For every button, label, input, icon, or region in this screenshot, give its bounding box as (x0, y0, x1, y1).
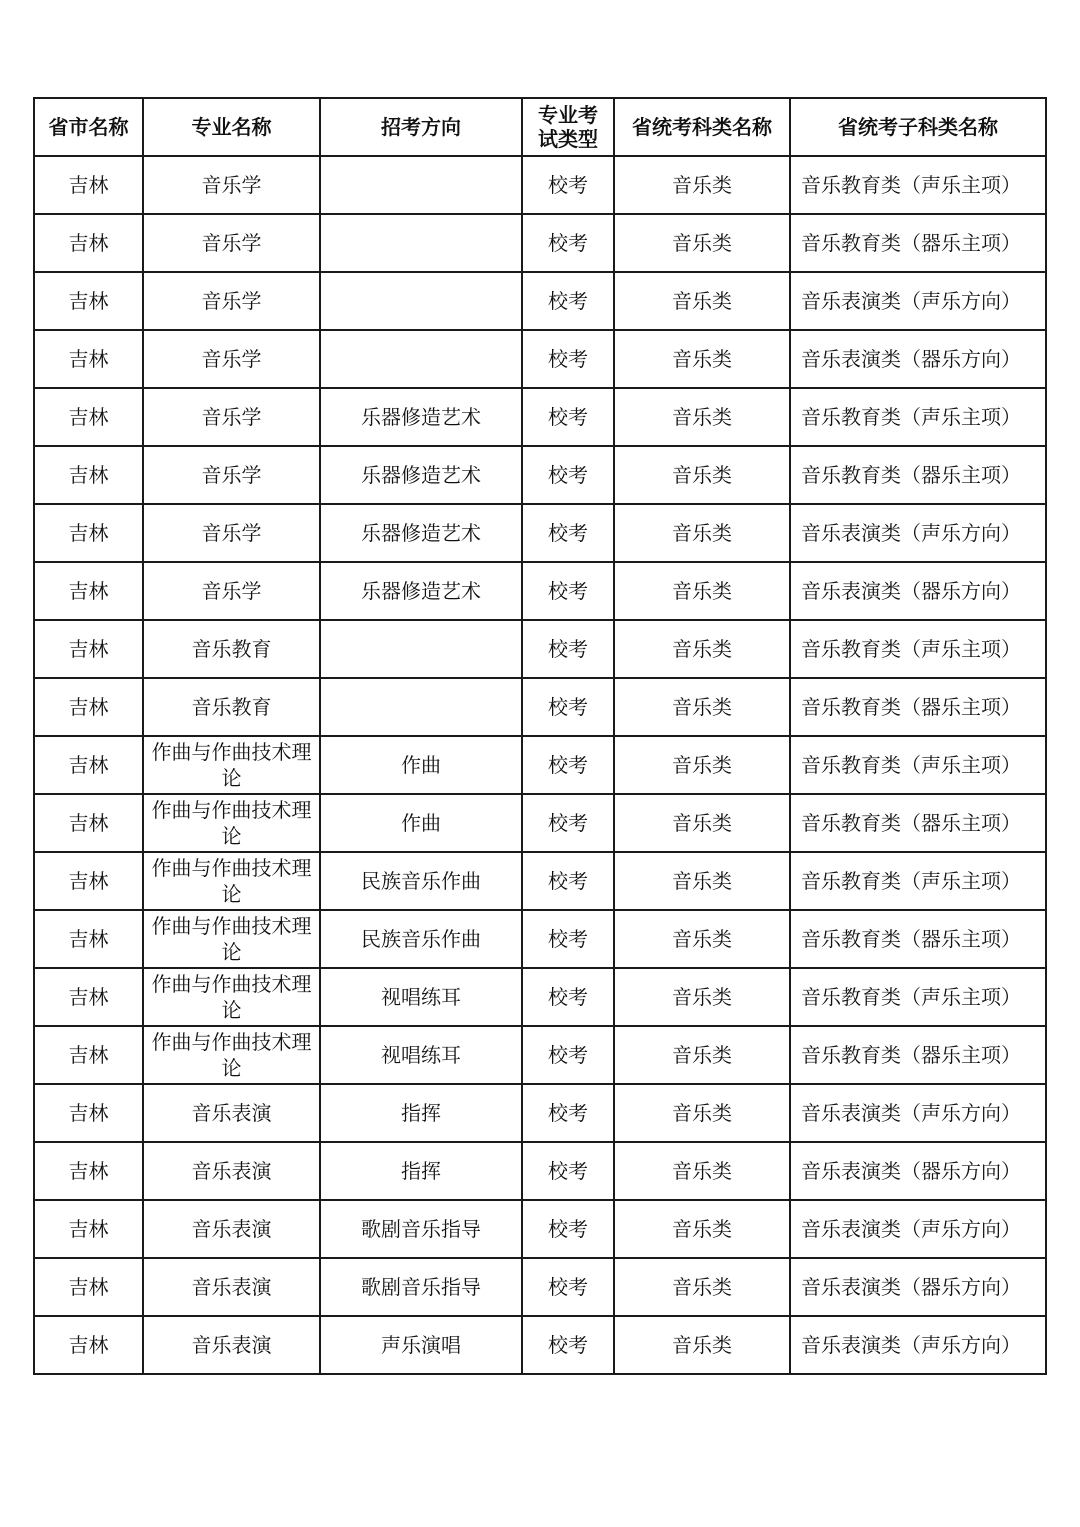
cell-province: 吉林 (34, 330, 143, 388)
cell-exam-type: 校考 (522, 620, 614, 678)
header-subcategory: 省统考子科类名称 (790, 98, 1046, 156)
table-row (34, 388, 1046, 446)
cell-category: 音乐类 (614, 156, 790, 214)
cell-province: 吉林 (34, 1142, 143, 1200)
cell-category: 音乐类 (614, 504, 790, 562)
cell-subcategory: 音乐教育类（声乐主项） (790, 736, 1046, 794)
cell-direction: 乐器修造艺术 (320, 388, 522, 446)
cell-exam-type: 校考 (522, 272, 614, 330)
cell-major: 音乐教育 (143, 620, 320, 678)
table-row (34, 736, 1046, 794)
cell-direction: 歌剧音乐指导 (320, 1258, 522, 1316)
cell-subcategory: 音乐教育类（器乐主项） (790, 214, 1046, 272)
cell-direction: 乐器修造艺术 (320, 562, 522, 620)
cell-major: 音乐表演 (143, 1142, 320, 1200)
cell-subcategory: 音乐教育类（声乐主项） (790, 620, 1046, 678)
table-row (34, 1200, 1046, 1258)
cell-direction: 指挥 (320, 1142, 522, 1200)
table-row (34, 1258, 1046, 1316)
cell-exam-type: 校考 (522, 968, 614, 1026)
cell-subcategory: 音乐表演类（器乐方向） (790, 562, 1046, 620)
cell-major: 作曲与作曲技术理论 (143, 910, 320, 968)
cell-province: 吉林 (34, 968, 143, 1026)
cell-subcategory: 音乐表演类（声乐方向） (790, 1084, 1046, 1142)
cell-category: 音乐类 (614, 1084, 790, 1142)
table-body (34, 156, 1046, 1374)
cell-major: 音乐学 (143, 272, 320, 330)
cell-exam-type: 校考 (522, 156, 614, 214)
header-category: 省统考科类名称 (614, 98, 790, 156)
cell-exam-type: 校考 (522, 1084, 614, 1142)
cell-category: 音乐类 (614, 678, 790, 736)
cell-subcategory: 音乐教育类（器乐主项） (790, 794, 1046, 852)
table-row (34, 446, 1046, 504)
cell-major: 作曲与作曲技术理论 (143, 794, 320, 852)
cell-exam-type: 校考 (522, 736, 614, 794)
cell-direction (320, 678, 522, 736)
cell-subcategory: 音乐表演类（声乐方向） (790, 1200, 1046, 1258)
table-row (34, 1142, 1046, 1200)
table-row (34, 852, 1046, 910)
table-row (34, 968, 1046, 1026)
cell-direction: 声乐演唱 (320, 1316, 522, 1374)
cell-exam-type: 校考 (522, 1258, 614, 1316)
cell-major: 音乐学 (143, 156, 320, 214)
cell-exam-type: 校考 (522, 388, 614, 446)
cell-category: 音乐类 (614, 1316, 790, 1374)
cell-exam-type: 校考 (522, 910, 614, 968)
cell-province: 吉林 (34, 1026, 143, 1084)
cell-major: 音乐表演 (143, 1316, 320, 1374)
cell-major: 音乐学 (143, 504, 320, 562)
cell-province: 吉林 (34, 272, 143, 330)
cell-province: 吉林 (34, 620, 143, 678)
cell-major: 作曲与作曲技术理论 (143, 1026, 320, 1084)
cell-direction (320, 156, 522, 214)
cell-exam-type: 校考 (522, 1142, 614, 1200)
cell-province: 吉林 (34, 388, 143, 446)
cell-province: 吉林 (34, 446, 143, 504)
cell-province: 吉林 (34, 1258, 143, 1316)
cell-subcategory: 音乐教育类（声乐主项） (790, 852, 1046, 910)
cell-category: 音乐类 (614, 214, 790, 272)
cell-province: 吉林 (34, 562, 143, 620)
cell-major: 作曲与作曲技术理论 (143, 736, 320, 794)
cell-subcategory: 音乐表演类（声乐方向） (790, 504, 1046, 562)
table-row (34, 1026, 1046, 1084)
cell-major: 音乐学 (143, 562, 320, 620)
cell-exam-type: 校考 (522, 446, 614, 504)
cell-major: 音乐教育 (143, 678, 320, 736)
cell-category: 音乐类 (614, 1258, 790, 1316)
cell-major: 音乐学 (143, 330, 320, 388)
cell-direction (320, 330, 522, 388)
cell-direction: 指挥 (320, 1084, 522, 1142)
cell-category: 音乐类 (614, 1200, 790, 1258)
cell-exam-type: 校考 (522, 794, 614, 852)
table-row (34, 1084, 1046, 1142)
cell-exam-type: 校考 (522, 330, 614, 388)
cell-major: 音乐表演 (143, 1200, 320, 1258)
table-row (34, 156, 1046, 214)
table-row (34, 272, 1046, 330)
cell-major: 音乐学 (143, 388, 320, 446)
cell-category: 音乐类 (614, 1026, 790, 1084)
cell-subcategory: 音乐表演类（声乐方向） (790, 272, 1046, 330)
cell-province: 吉林 (34, 910, 143, 968)
cell-subcategory: 音乐表演类（器乐方向） (790, 1142, 1046, 1200)
cell-subcategory: 音乐教育类（声乐主项） (790, 388, 1046, 446)
table-row (34, 504, 1046, 562)
cell-exam-type: 校考 (522, 852, 614, 910)
admissions-table (33, 97, 1047, 1375)
cell-subcategory: 音乐教育类（器乐主项） (790, 910, 1046, 968)
cell-exam-type: 校考 (522, 1316, 614, 1374)
header-province: 省市名称 (34, 98, 143, 156)
cell-category: 音乐类 (614, 736, 790, 794)
cell-subcategory: 音乐教育类（器乐主项） (790, 678, 1046, 736)
cell-direction: 视唱练耳 (320, 1026, 522, 1084)
cell-category: 音乐类 (614, 620, 790, 678)
cell-direction: 乐器修造艺术 (320, 504, 522, 562)
cell-category: 音乐类 (614, 1142, 790, 1200)
cell-subcategory: 音乐教育类（器乐主项） (790, 1026, 1046, 1084)
cell-direction (320, 214, 522, 272)
cell-province: 吉林 (34, 852, 143, 910)
cell-major: 音乐学 (143, 446, 320, 504)
table-row (34, 1316, 1046, 1374)
cell-province: 吉林 (34, 214, 143, 272)
cell-direction: 民族音乐作曲 (320, 910, 522, 968)
table-row (34, 678, 1046, 736)
cell-category: 音乐类 (614, 330, 790, 388)
cell-direction: 视唱练耳 (320, 968, 522, 1026)
cell-major: 音乐学 (143, 214, 320, 272)
cell-direction (320, 272, 522, 330)
cell-direction (320, 620, 522, 678)
cell-exam-type: 校考 (522, 504, 614, 562)
table-row (34, 562, 1046, 620)
cell-exam-type: 校考 (522, 1200, 614, 1258)
cell-category: 音乐类 (614, 910, 790, 968)
cell-subcategory: 音乐表演类（器乐方向） (790, 1258, 1046, 1316)
cell-major: 音乐表演 (143, 1084, 320, 1142)
cell-province: 吉林 (34, 1200, 143, 1258)
cell-subcategory: 音乐教育类（声乐主项） (790, 968, 1046, 1026)
cell-exam-type: 校考 (522, 1026, 614, 1084)
header-major: 专业名称 (143, 98, 320, 156)
table-row (34, 794, 1046, 852)
header-row (34, 98, 1046, 156)
cell-direction: 作曲 (320, 736, 522, 794)
table-row (34, 910, 1046, 968)
cell-province: 吉林 (34, 1316, 143, 1374)
header-exam-type: 专业考试类型 (522, 98, 614, 156)
cell-exam-type: 校考 (522, 214, 614, 272)
cell-major: 作曲与作曲技术理论 (143, 852, 320, 910)
cell-category: 音乐类 (614, 446, 790, 504)
cell-category: 音乐类 (614, 272, 790, 330)
cell-subcategory: 音乐教育类（声乐主项） (790, 156, 1046, 214)
cell-province: 吉林 (34, 794, 143, 852)
cell-subcategory: 音乐表演类（器乐方向） (790, 330, 1046, 388)
cell-exam-type: 校考 (522, 678, 614, 736)
cell-major: 作曲与作曲技术理论 (143, 968, 320, 1026)
cell-province: 吉林 (34, 736, 143, 794)
cell-subcategory: 音乐表演类（声乐方向） (790, 1316, 1046, 1374)
cell-direction: 乐器修造艺术 (320, 446, 522, 504)
cell-category: 音乐类 (614, 388, 790, 446)
cell-direction: 民族音乐作曲 (320, 852, 522, 910)
cell-category: 音乐类 (614, 794, 790, 852)
table-row (34, 330, 1046, 388)
header-direction: 招考方向 (320, 98, 522, 156)
cell-province: 吉林 (34, 678, 143, 736)
cell-province: 吉林 (34, 156, 143, 214)
cell-exam-type: 校考 (522, 562, 614, 620)
cell-subcategory: 音乐教育类（器乐主项） (790, 446, 1046, 504)
table-row (34, 620, 1046, 678)
cell-province: 吉林 (34, 1084, 143, 1142)
cell-province: 吉林 (34, 504, 143, 562)
cell-category: 音乐类 (614, 852, 790, 910)
cell-category: 音乐类 (614, 968, 790, 1026)
cell-category: 音乐类 (614, 562, 790, 620)
cell-direction: 作曲 (320, 794, 522, 852)
cell-direction: 歌剧音乐指导 (320, 1200, 522, 1258)
table-row (34, 214, 1046, 272)
cell-major: 音乐表演 (143, 1258, 320, 1316)
